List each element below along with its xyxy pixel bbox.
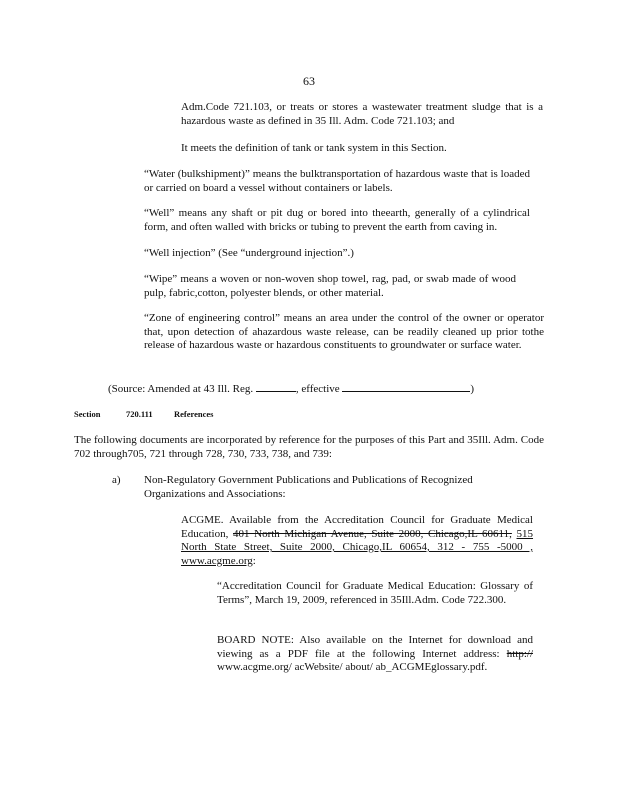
acgme-glossary	[217, 580, 533, 607]
definition-wipe	[144, 273, 516, 300]
page-number: 63	[303, 74, 315, 88]
definition-zone-engineering-control	[144, 312, 544, 353]
section-number: 720.111	[126, 409, 153, 419]
item-a-text: Non-Regulatory Government Publications and Publications of Recognized Organizations and Associations:	[144, 474, 473, 500]
source-middle: , effective	[295, 383, 340, 395]
item-a	[144, 474, 514, 501]
well-text: “Well” means any shaft or pit dug or bored into theearth, generally of a cylindrical form, and often walled with bricks or tubing to prevent the earth from caving in.	[144, 207, 530, 233]
references-intro	[74, 434, 544, 461]
definition-well-injection	[144, 247, 530, 261]
section-label: Section	[74, 409, 101, 419]
source-suffix: )	[470, 383, 475, 395]
definition-well	[144, 207, 530, 234]
well-injection-text: “Well injection” (See “underground injection”.)	[144, 247, 354, 259]
source-prefix: (Source: Amended at 43 Ill. Reg.	[108, 383, 254, 395]
tank-system-clause	[181, 142, 543, 156]
acgme-website-link[interactable]: www.acgme.org	[181, 554, 253, 567]
acgme-end: :	[252, 554, 256, 567]
board-note-url-link[interactable]: www.acgme.org/ acWebsite/ about/ ab_ACGMEglossary.pdf.	[217, 661, 488, 673]
acgme-glossary-text: “Accreditation Council for Graduate Medical Education: Glossary of Terms”, March 19, 2009, referenced in 35Ill.Adm. Code 722.300.	[217, 580, 533, 606]
tank-system-text: It meets the definition of tank or tank system in this Section.	[181, 142, 447, 154]
definition-water-bulkshipment	[144, 168, 530, 195]
board-note-text: BOARD NOTE: Also available on the Internet for download and viewing as a PDF file at the following Internet address:	[217, 634, 533, 660]
reg-blank	[256, 381, 296, 392]
tank-continuation-text: Adm.Code 721.103, or treats or stores a wastewater treatment sludge that is a hazardous waste as defined in 35 Ill. Adm. Code 721.103; and	[181, 101, 543, 127]
tank-definition-continuation	[181, 101, 543, 128]
references-intro-text: The following documents are incorporated by reference for the purposes of this Part and 35Ill. Adm. Code 702 through705, 721 through 728, 730, 733, 738, and 739:	[74, 434, 544, 460]
board-note	[217, 634, 533, 675]
acgme-lead: ACGME. Available from the Accreditation Council for Graduate Medical Education,	[181, 514, 533, 540]
source-note	[108, 381, 528, 397]
acgme-old-address: 401 North Michigan Avenue, Suite 2000, Chicago,IL 60611,	[233, 527, 512, 540]
board-note-struck-protocol: http://	[506, 647, 533, 660]
wipe-text: “Wipe” means a woven or non-woven shop towel, rag, pad, or swab made of wood pulp, fabric,cotton, polyester blends, or other material.	[144, 273, 516, 299]
section-heading	[74, 409, 214, 419]
water-bulkshipment-text: “Water (bulkshipment)” means the bulktransportation of hazardous waste that is loaded or carried on board a vessel without containers or labels.	[144, 168, 530, 194]
zone-text: “Zone of engineering control” means an area under the control of the owner or operator that, upon detection of ahazardous waste release, can be readily cleaned up prior tothe release of hazardous waste or hazardous constituents to groundwater or surface water.	[144, 312, 544, 351]
item-a-label: a)	[112, 474, 121, 486]
section-title: References	[174, 409, 214, 419]
acgme-entry	[181, 514, 533, 568]
acgme-new-address: 515 North State Street, Suite 2000, Chicago,IL 60654, 312 - 755 -5000 ,	[181, 527, 534, 553]
effective-blank	[342, 381, 470, 392]
